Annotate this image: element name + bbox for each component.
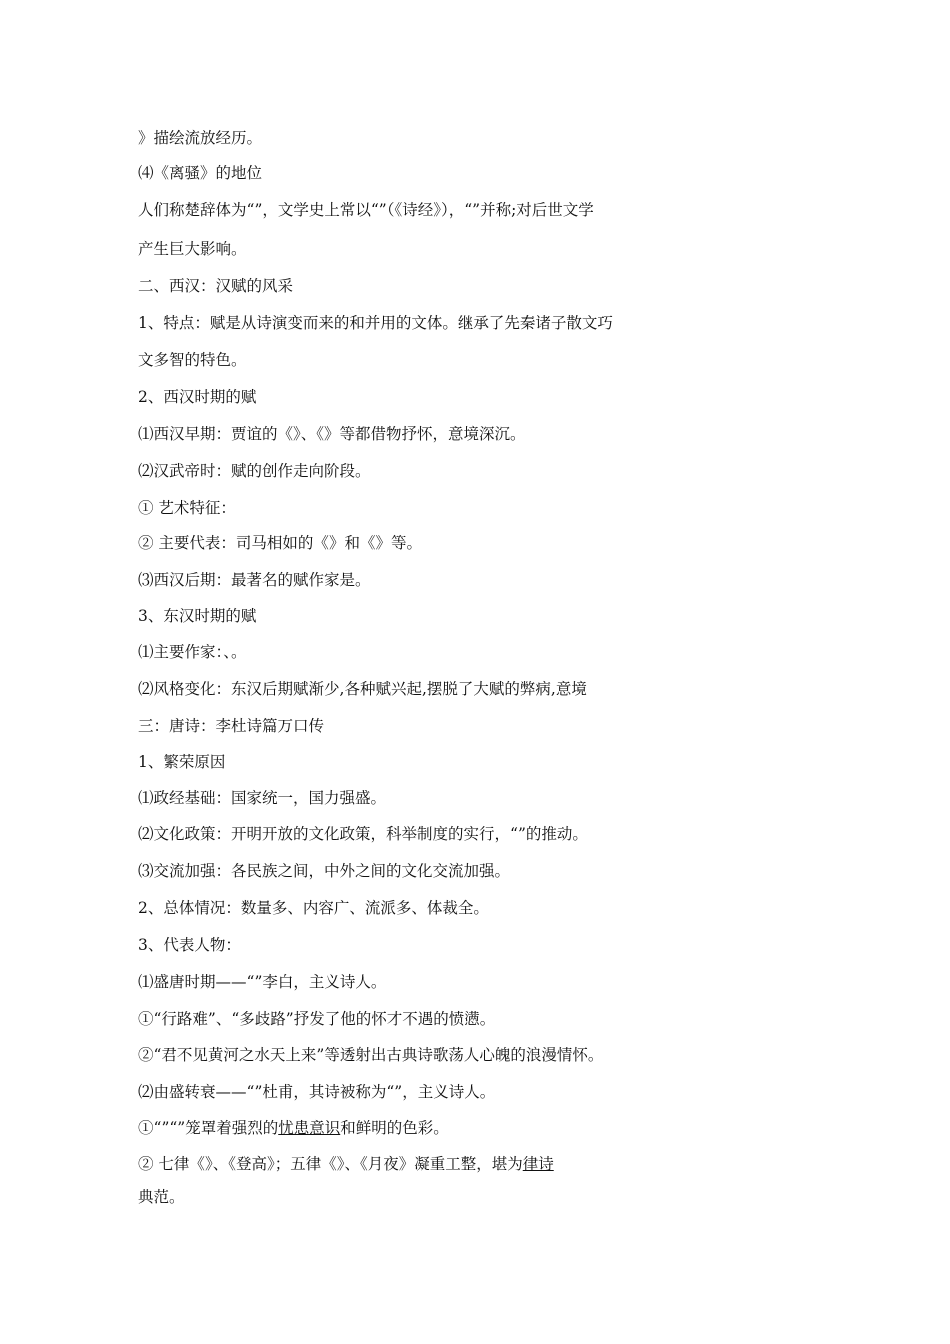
line-text: ⑵由盛转衰——“ — [138, 1083, 255, 1101]
line-text: 赋渐少,各种 — [293, 680, 376, 698]
text-line — [138, 1118, 449, 1138]
line-text: 。 — [355, 571, 371, 589]
line-text: ⑷《离骚》的地位 — [138, 164, 263, 182]
text-line — [138, 128, 262, 148]
line-text: ”， — [394, 1083, 418, 1101]
line-text: 1、特点：赋是从 — [138, 314, 257, 332]
line-text: ”笼罩着强烈的 — [177, 1119, 279, 1137]
line-text: 。 — [231, 643, 247, 661]
text-line — [138, 606, 256, 626]
line-text: 3、东汉时期的赋 — [138, 607, 257, 625]
line-text: ”“ — [161, 1119, 178, 1137]
line-text: 赋兴起,摆脱了大赋 — [375, 680, 505, 698]
text-line — [138, 1082, 495, 1102]
line-text: ①“ — [138, 1119, 162, 1137]
text-line — [138, 1187, 185, 1207]
line-text: ”（《诗经》），“ — [378, 201, 473, 219]
text-line — [138, 239, 247, 259]
line-text: 》等。 — [375, 534, 422, 552]
line-text: ⑵汉武帝时：赋的创作走向 — [138, 462, 325, 480]
text-line — [138, 533, 422, 553]
text-line — [138, 461, 371, 481]
line-text: ”李白， — [254, 973, 309, 991]
line-text: 诗演变而来的 — [256, 314, 350, 332]
line-text: 》、《月夜》凝重工整，堪为 — [336, 1155, 523, 1173]
text-line — [138, 935, 241, 955]
text-line — [138, 679, 587, 699]
line-text: 主义诗人。 — [308, 973, 387, 991]
underlined-term: 律诗 — [522, 1155, 554, 1173]
line-text: ② 主要代表：司马相如的《 — [138, 534, 329, 552]
text-line — [138, 898, 489, 918]
line-text: 三：唐诗：李杜诗篇万口传 — [138, 717, 325, 735]
text-line — [138, 200, 594, 220]
line-text: 》等都借物抒怀，意境深沉。 — [324, 425, 526, 443]
line-text: ⑵风格变化：东汉后期 — [138, 680, 294, 698]
line-text: 主义诗人。 — [417, 1083, 496, 1101]
underlined-term: 忧患意识 — [278, 1119, 341, 1137]
line-text: 阶段。 — [324, 462, 371, 480]
text-line — [138, 350, 247, 370]
line-text: ① 艺术特征： — [138, 499, 236, 517]
text-line — [138, 716, 324, 736]
line-text: 二、西汉：汉赋的风采 — [138, 277, 294, 295]
text-line — [138, 1009, 495, 1029]
line-text: ⑵文化政策：开明开放的文化政策，科举制度的实行，“ — [138, 825, 518, 843]
line-text: ⑴政经基础：国家统一，国力强盛。 — [138, 789, 387, 807]
line-text: 3、代表人物： — [138, 936, 241, 954]
text-line — [138, 313, 613, 333]
line-text: 》、《 — [293, 425, 325, 443]
text-line — [138, 387, 256, 407]
line-text: ”，文学史上常以“ — [254, 201, 379, 219]
line-text: ⑴主要作家： — [138, 643, 224, 661]
line-text: 典范。 — [138, 1188, 185, 1206]
line-text: 文多智的特色。 — [138, 351, 247, 369]
line-text: 2、总体情况：数量多、内容广、流派多、体裁全。 — [138, 899, 489, 917]
text-line — [138, 788, 386, 808]
line-text: 色彩。 — [402, 1119, 449, 1137]
text-line — [138, 163, 262, 183]
line-text: ②“君不见黄河之水天上来”等透射出古典诗歌荡人心魄的浪漫情怀。 — [138, 1046, 604, 1064]
line-text: ② 七律《 — [138, 1155, 205, 1173]
line-text: 》描绘流放经历。 — [138, 129, 263, 147]
line-text: 2、西汉时期的赋 — [138, 388, 257, 406]
text-line — [138, 276, 293, 296]
line-text: 、 — [223, 643, 232, 661]
line-text: ①“行路难”、“多歧路”抒发了他的怀才不遇的愤懑。 — [138, 1010, 496, 1028]
text-line — [138, 752, 225, 772]
line-text: ”杜甫，其诗被称为“ — [254, 1083, 395, 1101]
text-line — [138, 424, 526, 444]
line-text: ⑴盛唐时期——“ — [138, 973, 255, 991]
text-line — [138, 972, 386, 992]
line-text: ”的推动。 — [517, 825, 588, 843]
line-text: ⑶西汉后期：最著名的赋作家是 — [138, 571, 356, 589]
text-line — [138, 642, 247, 662]
line-text: 和鲜明的 — [340, 1119, 403, 1137]
line-text: 》、《登高》；五律《 — [204, 1155, 337, 1173]
text-line — [138, 1154, 554, 1174]
text-line — [138, 498, 236, 518]
text-line — [138, 861, 510, 881]
text-line — [138, 1045, 603, 1065]
line-text: 的弊病,意境 — [504, 680, 587, 698]
line-text: ⑶交流加强：各民族之间，中外之间的文化交流加强。 — [138, 862, 511, 880]
line-text: ”并称;对后世文学 — [472, 201, 594, 219]
line-text: 并用的文体。继承了先秦诸子散文巧 — [364, 314, 613, 332]
line-text: 人们称楚辞体为“ — [138, 201, 255, 219]
text-line — [138, 824, 588, 844]
text-line — [138, 570, 371, 590]
line-text: 1、繁荣原因 — [138, 753, 226, 771]
line-text: 产生巨大影响。 — [138, 240, 247, 258]
line-text: 》和《 — [328, 534, 376, 552]
line-text: 和 — [349, 314, 365, 332]
line-text: ⑴西汉早期：贾谊的《 — [138, 425, 294, 443]
